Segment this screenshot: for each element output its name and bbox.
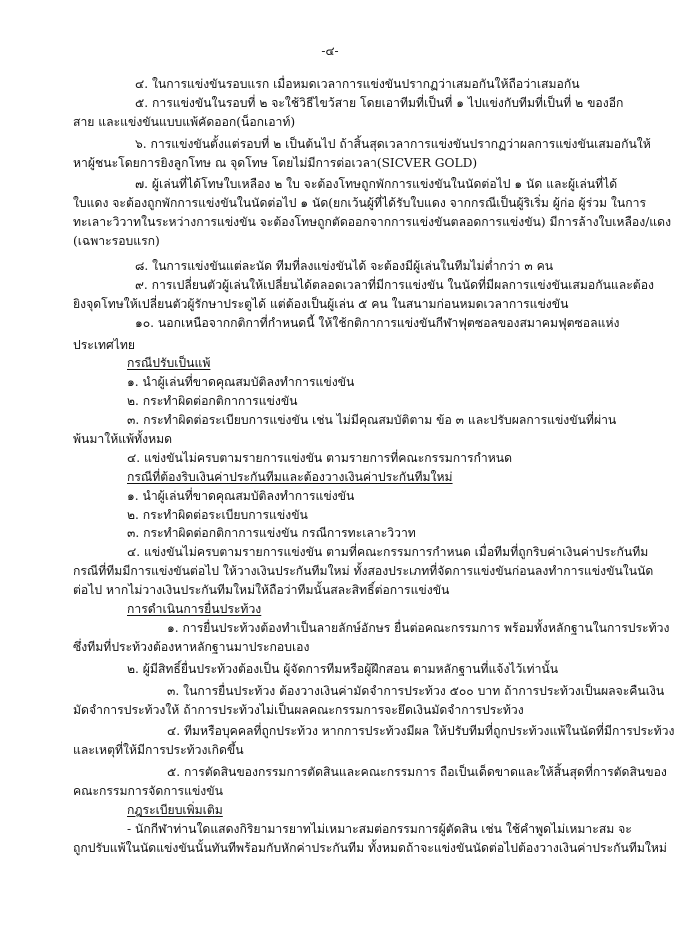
section-heading: กรณีปรับเป็นแพ้: [127, 356, 211, 371]
section-heading: การดำเนินการยื่นประท้วง: [127, 602, 262, 617]
rules-list: [73, 75, 672, 354]
list-item: ๓. กระทำผิดต่อระเบียบการแข่งขัน เช่น ไม่มีคุณสมบัติตาม ข้อ ๓ และปรับผลการแข่งขันที่ผ่าน: [127, 413, 617, 428]
rule-line: ยิงจุดโทษให้เปลี่ยนตัวผู้รักษาประตูได้ แต่ต้องเป็นผู้เล่น ๕ คน ในสนามก่อนหมดเวลาการแข่งขัน: [73, 296, 569, 311]
list-item: ๔. ทีมหรือบุคคลที่ถูกประท้วง หากการประท้วงมีผล ให้ปรับทีมที่ถูกประท้วงแพ้ในนัดที่มีการประท้วง: [167, 724, 674, 739]
list-item: ๒. กระทำผิดต่อระเบียบการแข่งขัน: [127, 507, 308, 522]
list-item: ๒. ผู้มีสิทธิ์ยื่นประท้วงต้องเป็น ผู้จัดการทีมหรือผู้ฝึกสอน ตามหลักฐานที่แจ้งไว้เท่านั้น: [127, 661, 559, 676]
deposit-section: [73, 468, 654, 600]
rule-line: ใบแดง จะต้องถูกพักการแข่งขันในนัดต่อไป ๑ นัด(ยกเว้นผู้ที่ได้รับใบแดง จากกรณีเป็นผู้ริเริ่ม ผู้ก่อ ผู้ร่วม ในการ: [73, 196, 646, 211]
list-item: ถูกปรับแพ้ในนัดแข่งขันนั้นทันทีพร้อมกับหักค่าประกันทีม ทั้งหมดถ้าจะแข่งขันนัดต่อไปต้องวางเงินค่าประกันทีมใหม่: [73, 840, 667, 855]
list-item: ๓. ในการยื่นประท้วง ต้องวางเงินค่ามัดจำการประท้วง ๕๐๐ บาท ถ้าการประท้วงเป็นผลจะคืนเงิน: [167, 683, 665, 698]
list-item: ๓. กระทำผิดต่อกติกาการแข่งขัน กรณีการทะเลาะวิวาท: [127, 526, 416, 541]
rule-line: ๗. ผู้เล่นที่ได้โทษใบเหลือง ๒ ใบ จะต้องโทษถูกพักการแข่งขันในนัดต่อไป ๑ นัด และผู้เล่นที่ได้: [135, 177, 618, 192]
rule-line: ๑๐. นอกเหนือจากกติกาที่กำหนดนี้ ให้ใช้กติกาการแข่งขันกีฬาฟุตซอลของสมาคมฟุตซอลแห่ง: [135, 315, 620, 330]
list-item: ๒. กระทำผิดต่อกติกาการแข่งขัน: [127, 394, 298, 409]
rule-line: ประเทศไทย: [73, 337, 136, 352]
rule-line: ๙. การเปลี่ยนตัวผู้เล่นให้เปลี่ยนได้ตลอดเวลาที่มีการแข่งขัน ในนัดที่มีผลการแข่งขันเสมอกันและต้อง: [135, 277, 654, 292]
rule-line: ทะเลาะวิวาทในระหว่างการแข่งขัน จะต้องโทษถูกตัดออกจากการแข่งขันตลอดการแข่งขัน) มีการล้างใบเหลือง/แดง: [73, 215, 672, 230]
list-item: ๑. การยื่นประท้วงต้องทำเป็นลายลักษ์อักษร ยื่นต่อคณะกรรมการ พร้อมทั้งหลักฐานในการประท้วง: [167, 620, 670, 635]
list-item: คณะกรรมการจัดการแข่งขัน: [73, 784, 223, 799]
page-number: -๔-: [321, 44, 339, 58]
list-item: ๑. นำผู้เล่นที่ขาดคุณสมบัติลงทำการแข่งขัน: [127, 375, 355, 390]
document-body: [73, 75, 674, 858]
list-item: ๕. การตัดสินของกรรมการตัดสินและคณะกรรมการ ถือเป็นเด็ดขาดและให้สิ้นสุดที่การตัดสินของ: [167, 765, 667, 780]
protest-section: [73, 600, 674, 801]
rule-line: ๔. ในการแข่งขันรอบแรก เมื่อหมดเวลาการแข่งขันปรากฏว่าเสมอกันให้ถือว่าเสมอกัน: [135, 77, 580, 91]
list-item: มัดจำการประท้วงให้ ถ้าการประท้วงไม่เป็นผลคณะกรรมการจะยึดเงินมัดจำการประท้วง: [73, 702, 524, 717]
list-item: ต่อไป หากไม่วางเงินประกันทีมใหม่ให้ถือว่าทีมนั้นสละสิทธิ์ต่อการแข่งขัน: [73, 583, 450, 598]
rule-line: สาย และแข่งขันแบบแพ้คัดออก(น็อกเอาท์): [73, 114, 296, 129]
list-item: พ้นมาให้แพ้ทั้งหมด: [73, 432, 173, 447]
rule-line: ๘. ในการแข่งขันแต่ละนัด ทีมที่ลงแข่งขันได้ จะต้องมีผู้เล่นในทีมไม่ต่ำกว่า ๓ คน: [135, 259, 554, 274]
extra-rules-section: [73, 801, 667, 858]
list-item: - นักกีฬาท่านใดแสดงกิริยามารยาทไม่เหมาะสมต่อกรรมการผู้ตัดสิน เช่น ใช้คำพูดไม่เหมาะสม จะ: [127, 821, 632, 836]
section-heading: กฎระเบียบเพิ่มเติม: [127, 802, 223, 817]
rule-line: (เฉพาะรอบแรก): [73, 234, 160, 249]
rule-line: หาผู้ชนะโดยการยิงลูกโทษ ณ จุดโทษ โดยไม่มีการต่อเวลา(SICVER GOLD): [73, 155, 478, 170]
list-item: และเหตุที่ให้มีการประท้วงเกิดขึ้น: [73, 743, 244, 758]
list-item: ซึ่งทีมที่ประท้วงต้องหาหลักฐานมาประกอบเอง: [73, 639, 310, 654]
list-item: ๔. แข่งขันไม่ครบตามรายการแข่งขัน ตามรายการที่คณะกรรมการกำหนด: [127, 450, 513, 465]
list-item: ๔. แข่งขันไม่ครบตามรายการแข่งขัน ตามที่คณะกรรมการกำหนด เมื่อทีมที่ถูกริบค่าเงินค่าประกันทีม: [127, 545, 649, 560]
rule-line: ๖. การแข่งขันตั้งแต่รอบที่ ๒ เป็นต้นไป ถ้าสิ้นสุดเวลาการแข่งขันปรากฏว่าผลการแข่งขันเสมอกันให้: [135, 136, 651, 151]
list-item: ๑. นำผู้เล่นที่ขาดคุณสมบัติลงทำการแข่งขัน: [127, 488, 355, 503]
rule-line: ๕. การแข่งขันในรอบที่ ๒ จะใช้วิธีไขว้สาย โดยเอาทีมที่เป็นที่ ๑ ไปแข่งกับทีมที่เป็นที่ ๒ ของอีก: [135, 95, 624, 110]
section-heading: กรณีที่ต้องริบเงินค่าประกันทีมและต้องวางเงินค่าประกันทีมใหม่: [127, 469, 453, 484]
penalty-section: [73, 354, 617, 467]
list-item: กรณีที่ทีมมีการแข่งขันต่อไป ให้วางเงินประกันทีมใหม่ ทั้งสองประเภทที่จัดการแข่งขันก่อนลงทำการแข่งขันในนัด: [73, 564, 654, 579]
